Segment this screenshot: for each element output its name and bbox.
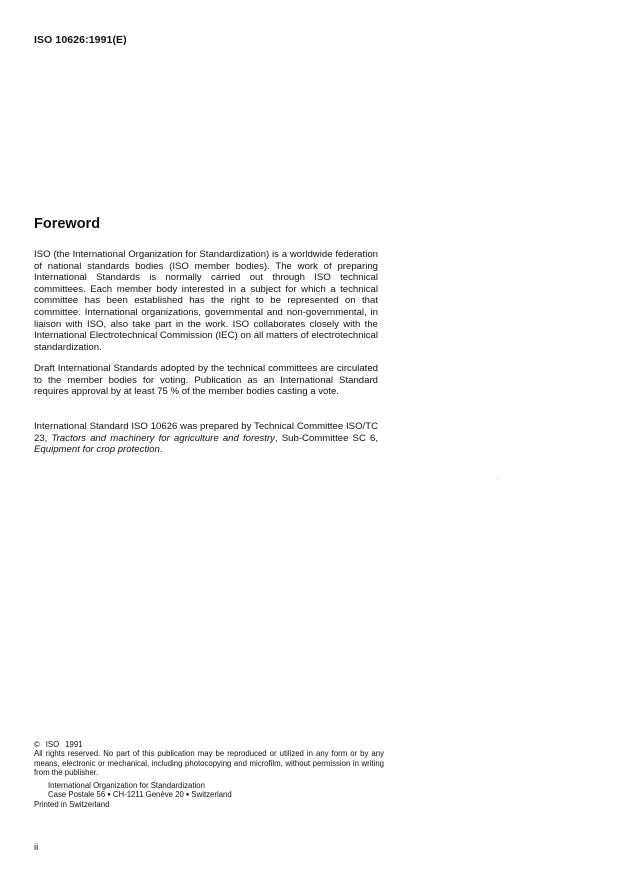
copyright-symbol: © (34, 740, 40, 749)
document-id: ISO 10626:1991(E) (34, 34, 127, 46)
address-line-2: CH-1211 Genève 20 (112, 790, 184, 800)
address-line-3: Switzerland (191, 790, 232, 800)
foreword-paragraph-1: ISO (the International Organization for Standardization) is a worldwide federation of national standards bodies (ISO member bodies). The work of preparing International Standards is normally carried out through ISO technical committees. Each member body interested in a subject for which a technical committee has been established has the right to be represented on that committee. International organizations, governmental and non-governmental, in liaison with ISO, also take part in the work. ISO collaborates closely with the International Electrotechnical Commission (IEC) on all matters of electrotechnical standardization. (34, 249, 378, 353)
rights-statement: All rights reserved. No part of this publication may be reproduced or utilized in any form or by any means, electronic or mechanical, including photocopying and microfilm, without permission in writing from the publisher. (34, 749, 384, 778)
publisher-address (48, 781, 232, 801)
foreword-paragraph-2: Draft International Standards adopted by the technical committees are circulated to the member bodies for voting. Publication as an International Standard requires approval by at least 75 % of the member bodies casting a vote. (34, 363, 378, 398)
copyright-owner: ISO (45, 740, 60, 749)
paragraph-3-end: . (159, 444, 163, 456)
printed-location: Printed in Switzerland (34, 800, 110, 809)
address-line-1: Case Postale 56 (48, 790, 106, 800)
bullet-icon: ● (107, 792, 111, 799)
paragraph-3-middle: , Sub-Committee SC 6, (274, 432, 378, 444)
page-number: ii (34, 842, 39, 853)
paragraph-3-start: International Standard ISO 10626 was prepared by Technical Committee ISO/TC 23, (34, 421, 378, 444)
copyright-line (34, 740, 384, 749)
foreword-title: Foreword (34, 216, 101, 232)
subcommittee-name: Equipment for crop protection (34, 444, 160, 456)
organization-name: International Organization for Standardization (48, 781, 205, 790)
copyright-notice (34, 740, 384, 778)
committee-name: Tractors and machinery for agriculture and forestry (51, 432, 275, 444)
copyright-year: 1991 (65, 740, 83, 749)
foreword-paragraph-3 (34, 421, 378, 456)
scan-speck (497, 478, 498, 479)
bullet-icon: ● (185, 792, 190, 799)
